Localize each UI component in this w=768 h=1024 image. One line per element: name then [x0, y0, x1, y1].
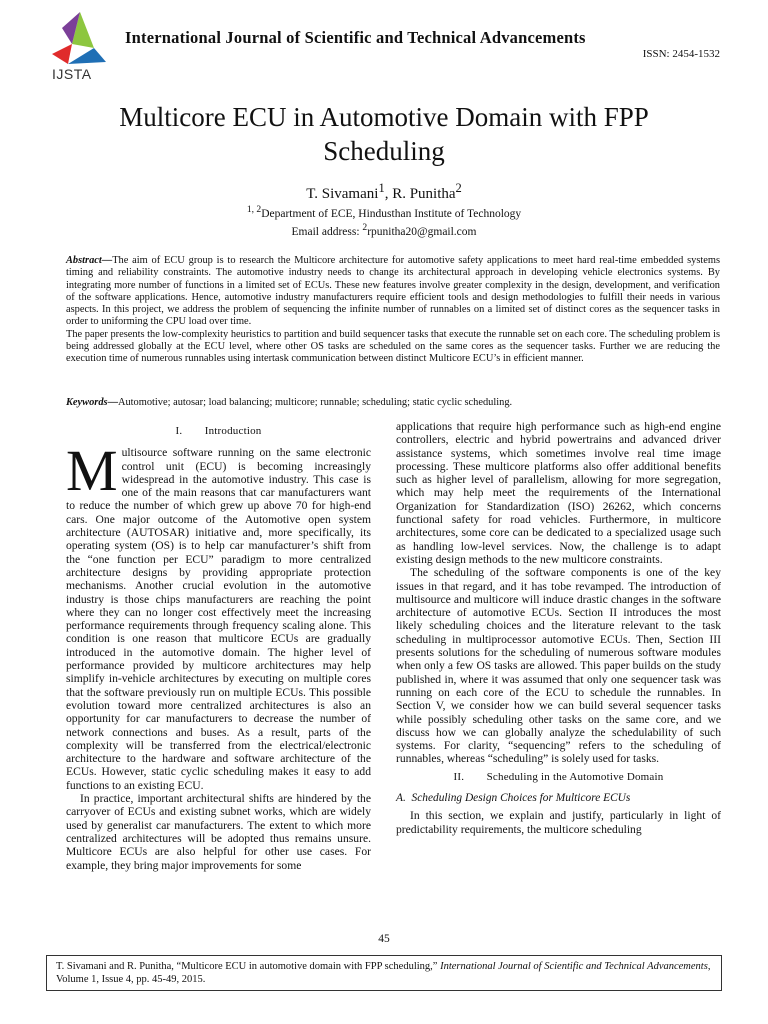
- citation-details: , Volume 1, Issue 4, pp. 45-49, 2015.: [56, 961, 711, 985]
- section-2-heading: II. Scheduling in the Automotive Domain: [453, 770, 664, 783]
- abstract-p1: The aim of ECU group is to research the Multicore architecture for automotive safety applications to meet hard real-time embedded systems timing and reliability constraints. The automotive industry needs to change its architectural approach in developing vehicle electronics systems. By integrating more number of functions in a limited set of ECUs. These new features involve greater complexity in the design, development, and verification of the software applications. Hence, automotive industry manufacturers require efficient tools and design methodologies to fulfill their needs in various aspects. In this project, we address the problem of sequencing the infinite number of runnables on a limited set of distinct cores as the sequencer tasks in order to uniforming the CPU load over time.: [66, 255, 720, 328]
- abstract-label: Abstract: [66, 255, 102, 266]
- email-label: Email address:: [291, 225, 363, 238]
- author-1: T. Sivamani: [306, 186, 379, 202]
- logo-text: IJSTA: [52, 66, 92, 82]
- paper-title: [60, 100, 708, 168]
- paper-title-line2: Scheduling: [323, 136, 445, 166]
- section-2a-heading: A. Scheduling Design Choices for Multicore ECUs: [396, 792, 631, 805]
- paper-title-line1: Multicore ECU in Automotive Domain with FPP: [119, 102, 649, 132]
- author-1-sup: 1: [378, 181, 385, 195]
- section-2-p1: In this section, we explain and justify, particularly in light of predictability requirements, the multicore scheduling: [396, 809, 721, 836]
- keywords-dash: —: [107, 397, 118, 408]
- author-2-sup: 2: [455, 181, 462, 195]
- keywords: [66, 397, 720, 408]
- abstract-p2: The paper presents the low-complexity heuristics to partition and build sequencer tasks that execute the runnable set on each core. The scheduling problem is being addressed globally at the ECU level, where other OS tasks are scheduled on the same cores as the sequencer tasks. Further we are reducing the execution time of numerous runnables using intertask communication between distinct Multicore ECU’s in efficient manner.: [66, 328, 720, 365]
- section-1-heading: I. Introduction: [175, 425, 262, 437]
- email-sup: 2: [362, 221, 368, 233]
- column-left: [66, 420, 371, 872]
- issn: ISSN: 2454-1532: [642, 48, 720, 60]
- keywords-text: Automotive; autosar; load balancing; multicore; runnable; scheduling; static cyclic scheduling.: [117, 397, 513, 408]
- abstract-dash: —: [101, 255, 113, 266]
- affiliation-block: [60, 203, 708, 239]
- keywords-label: Keywords: [66, 397, 108, 408]
- column-right: [396, 420, 721, 836]
- affiliation: Department of ECE, Hindusthan Institute of Technology: [261, 207, 522, 220]
- author-2: , R. Punitha: [384, 186, 456, 202]
- citation-box: [46, 955, 722, 991]
- page-number: 45: [378, 933, 390, 945]
- citation-authors-title: T. Sivamani and R. Punitha, “Multicore ECU in automotive domain with FPP scheduling,”: [56, 961, 441, 972]
- section-1-p4: The scheduling of the software components is one of the key issues in that regard, and it has tobe revamped. The introduction of multisource and multicore will induce drastic changes in the software architecture of automotive ECUs. Section II introduces the most likely scheduling choices and the literature relevant to the task scheduling in multiprocessor automotive ECUs. Then, Section III presents solutions for the scheduling of numerous software modules when only a few OS tasks are allowed. This paper builds on the study published in, where it was assumed that only one sequencer task was running on each core of the ECU to schedule the runnables. In Section V, we consider how we can build several sequencer tasks while possibly scheduling other tasks on the same core, and we discuss how we can globally analyze the schedulability of such systems. For clarity, “sequencing” refers to the scheduling of runnables, whereas “scheduling” is solely used for tasks.: [396, 566, 721, 766]
- citation-journal: International Journal of Scientific and Technical Advancements: [440, 961, 708, 972]
- abstract: [66, 255, 720, 366]
- affil-sup: 1, 2: [246, 204, 262, 215]
- drop-cap: M: [66, 438, 118, 504]
- journal-name: International Journal of Scientific and Technical Advancements: [125, 28, 586, 47]
- section-1-p2: In practice, important architectural shifts are hindered by the carryover of ECUs and existing subnet works, which are widely used by generalist car manufacturers. The extent to which more centralized architectures will be adopted thus remains unsure. Multicore ECUs are also helpful for other use cases. For example, they bring major improvements for some: [66, 792, 371, 872]
- section-1-p3: applications that require high performance such as high-end engine controllers, electric and hybrid powertrains and advanced driver assistance systems, which sometimes involve real time image processing. These multicore platforms also offer additional benefits such as higher level of parallelism, allowing for more segregation, which may help meet the requirements of the International Organization for Standardization (ISO) 26262, which concerns functional safety for road vehicles. Furthermore, in multicore architectures, some core can be dedicated to a specialized usage such as handling low-level services. Now, the challenge is to adapt existing design methods to the new multicore constraints.: [396, 420, 721, 566]
- email-address: rpunitha20@gmail.com: [367, 225, 477, 238]
- author-list: [60, 181, 708, 203]
- section-1-p1: ultisource software running on the same electronic control unit (ECU) is becoming increasingly widespread in the automotive industry. This case is one of the main reasons that car manufacturers want to reduce the number of which grew up above 70 for high-end cars. One major outcome of the Automotive open system architecture (AUTOSAR) initiative and, more specifically, its operating system (OS) is to help car manufacturer’s shift from the “one function per ECU” paradigm to more centralized architecture designs by providing appropriate protection mechanisms. Another crucial evolution in the automotive industry is those chips manufacturers are reaching the point where they can no longer cost effectively meet the increasing performance requirements through frequency scaling alone. This condition is one reason that multicore ECUs are gradually introduced in the automotive domain. The higher level of performance provided by multicore architectures may help simplify in-vehicle architectures by executing on multiple cores that the software previously run on multiple ECUs. This possible evolution toward more centralized architectures is also an opportunity for car manufacturers to decrease the number of network connections and buses. As a result, parts of the complexity will be transferred from the electrical/electronic architecture to the hardware and software architecture of the ECUs. However, static cyclic scheduling makes it easy to add functions to an existing ECU.: [66, 446, 371, 792]
